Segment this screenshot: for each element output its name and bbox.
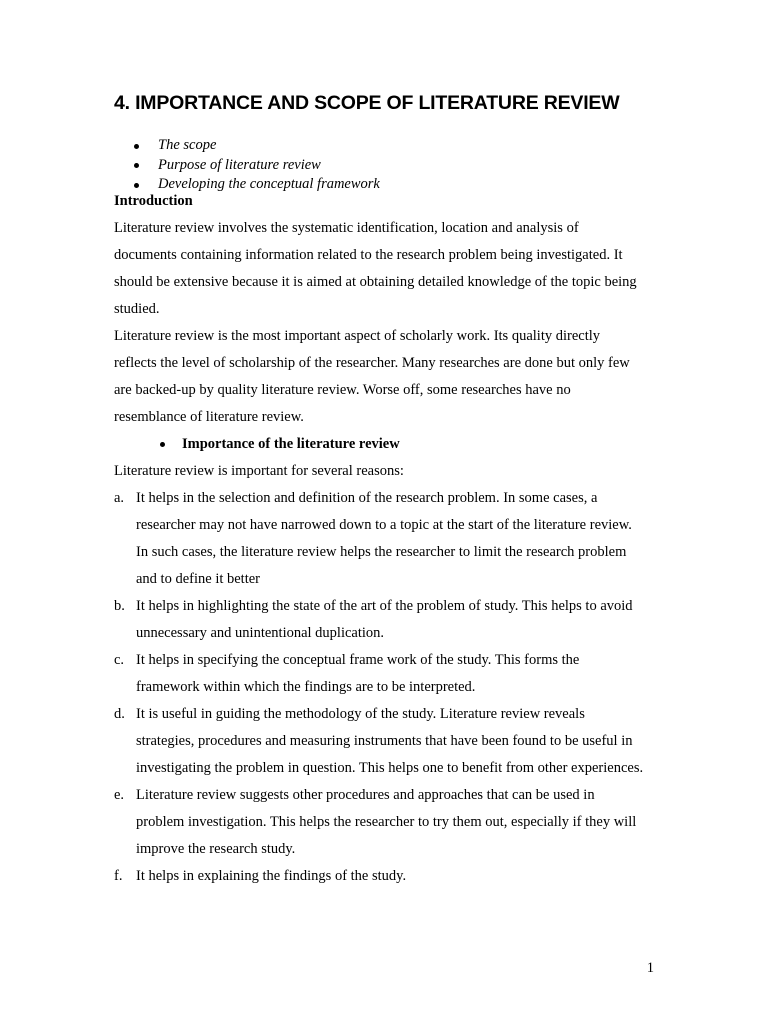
topic-item: Developing the conceptual framework [134,175,380,195]
document-body [114,215,644,890]
reason-item [114,782,644,863]
reason-text: It is useful in guiding the methodology of the study. Literature review reveals strategies, procedures and measuring instruments that have been found to be useful in investigating the problem in question. This helps one to benefit from other experiences. [136,706,644,776]
reason-text: It helps in the selection and definition of the research problem. In some cases, a researcher may not have narrowed down to a topic at the start of the literature review. In such cases, the literature review helps the researcher to limit the research problem and to define it better [136,490,632,587]
reason-text: It helps in explaining the findings of the study. [136,868,407,884]
page-number: 1 [646,960,654,976]
reason-marker: c. [114,652,125,668]
reason-item [114,863,644,890]
reason-item [114,485,644,593]
document-title: 4. IMPORTANCE AND SCOPE OF LITERATURE REVIEW [114,92,620,114]
paragraph: Literature review is the most important aspect of scholarly work. Its quality directly reflects the level of scholarship of the researcher. Many researches are done but only few are backed-up by quality literature review. Worse off, some researches have no resemblance of literature review. [114,328,630,425]
reason-item [114,701,644,782]
reason-marker: d. [114,706,125,722]
reason-marker: b. [114,598,125,614]
reason-item [114,647,644,701]
reason-item [114,593,644,647]
topic-list [134,136,380,195]
reason-marker: e. [114,787,125,803]
topic-item: Purpose of literature review [134,156,380,176]
topic-item: The scope [134,136,380,156]
reasons-list [114,485,644,890]
reason-text: It helps in specifying the conceptual frame work of the study. This forms the framework within which the findings are to be interpreted. [136,652,580,695]
reason-marker: a. [114,490,125,506]
introduction-heading: Introduction [114,193,193,209]
reason-text: Literature review suggests other procedures and approaches that can be used in problem investigation. This helps the researcher to try them out, especially if they will improve the research study. [136,787,637,857]
importance-intro: Literature review is important for several reasons: [114,463,404,479]
importance-heading: Importance of the literature review [160,431,644,458]
paragraph: Literature review involves the systematic identification, location and analysis of documents containing information related to the research problem being investigated. It should be extensive because it is aimed at obtaining detailed knowledge of the topic being studied. [114,220,637,317]
reason-text: It helps in highlighting the state of the art of the problem of study. This helps to avoid unnecessary and unintentional duplication. [136,598,633,641]
reason-marker: f. [114,868,123,884]
